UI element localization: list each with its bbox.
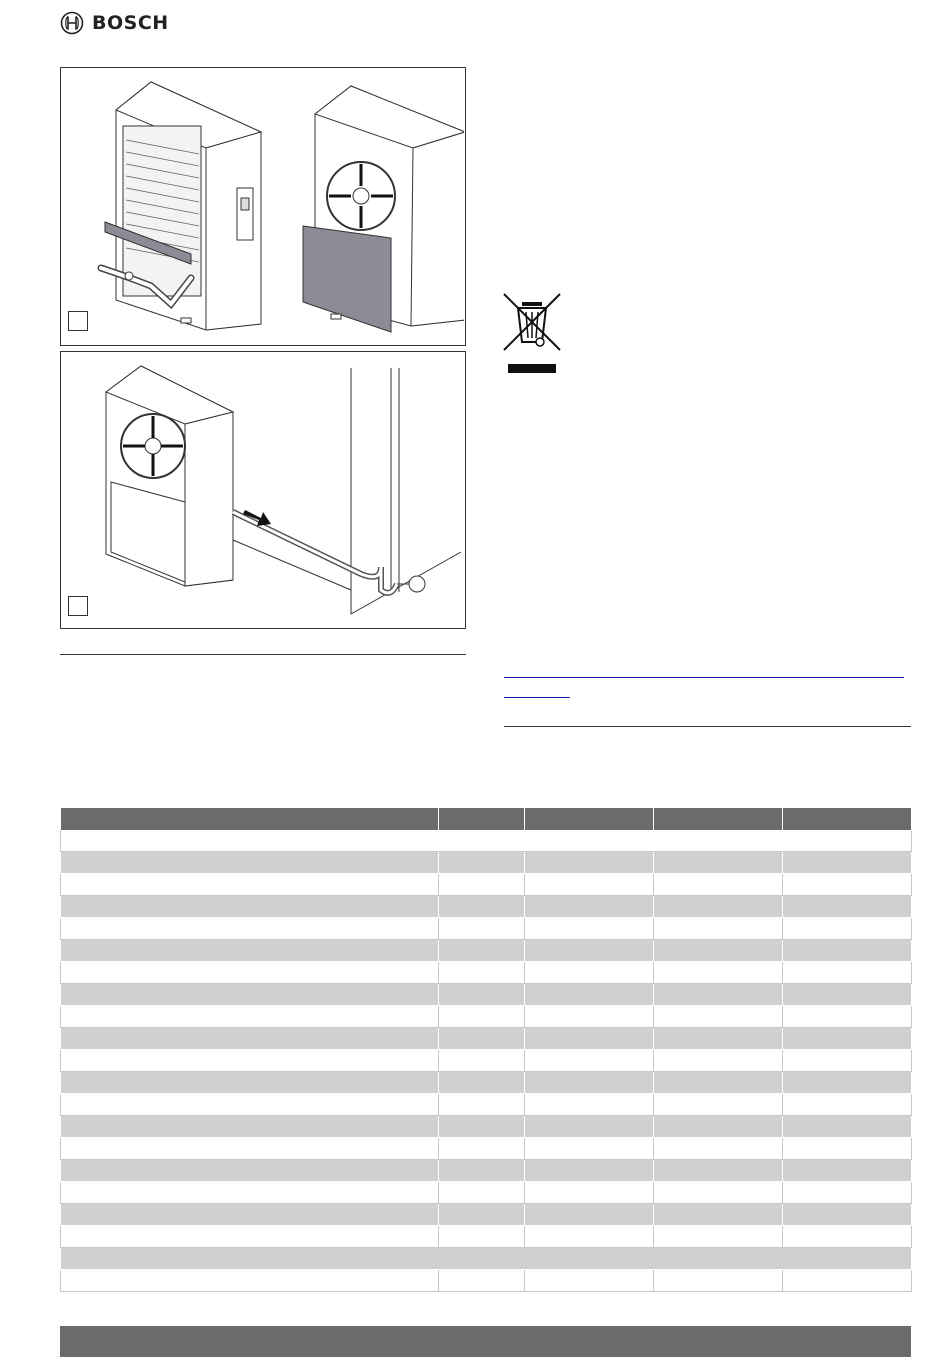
table-cell — [783, 1072, 912, 1094]
table-cell — [61, 874, 439, 896]
table-cell — [783, 962, 912, 984]
table-row — [61, 918, 912, 940]
table-cell — [61, 1094, 439, 1116]
table-cell — [439, 1182, 525, 1204]
table-cell — [783, 918, 912, 940]
section-divider — [504, 726, 911, 727]
table-row — [61, 874, 912, 896]
table-row — [61, 830, 912, 852]
table-cell — [439, 1072, 525, 1094]
recycling-symbol — [502, 292, 562, 376]
figure-number-box — [68, 311, 88, 331]
table-cell — [439, 1138, 525, 1160]
table-cell — [439, 1226, 525, 1248]
table-cell — [654, 1160, 783, 1182]
table-cell — [654, 962, 783, 984]
table-cell — [654, 1204, 783, 1226]
table-cell — [439, 1270, 525, 1292]
table-row — [61, 1160, 912, 1182]
table-cell — [61, 1248, 912, 1270]
table-cell — [61, 1028, 439, 1050]
figure-pipe-routing — [60, 351, 466, 629]
table-cell — [783, 1226, 912, 1248]
table-row — [61, 1182, 912, 1204]
table-cell — [439, 984, 525, 1006]
table-cell — [61, 962, 439, 984]
brand-name: BOSCH — [92, 12, 169, 34]
table-cell — [525, 1226, 654, 1248]
table-cell — [525, 984, 654, 1006]
table-header-row — [61, 808, 912, 830]
table-cell — [783, 940, 912, 962]
table-header-cell — [525, 808, 654, 830]
table-cell — [654, 852, 783, 874]
pipe-routing-illustration — [61, 352, 464, 627]
table-cell — [439, 962, 525, 984]
crossed-wheelie-bin-icon — [502, 292, 562, 376]
table-row — [61, 896, 912, 918]
figure-number-box — [68, 596, 88, 616]
table-cell — [783, 1028, 912, 1050]
table-cell — [525, 874, 654, 896]
table-cell — [525, 1028, 654, 1050]
table-cell — [61, 1182, 439, 1204]
table-header-cell — [654, 808, 783, 830]
hyperlink-underline[interactable] — [504, 677, 904, 678]
table-cell — [61, 1160, 439, 1182]
table-cell — [783, 852, 912, 874]
table-row — [61, 1226, 912, 1248]
table-cell — [61, 1226, 439, 1248]
table-row — [61, 1204, 912, 1226]
table-cell — [783, 1116, 912, 1138]
table-cell — [61, 852, 439, 874]
table-cell — [525, 1160, 654, 1182]
bosch-logo — [60, 11, 169, 35]
bosch-armature-icon — [60, 11, 84, 35]
table-row — [61, 962, 912, 984]
table-cell — [783, 896, 912, 918]
table-cell — [654, 1138, 783, 1160]
specifications-table — [60, 808, 912, 1292]
table-row — [61, 852, 912, 874]
table-cell — [439, 874, 525, 896]
table-cell — [525, 940, 654, 962]
table-cell — [783, 874, 912, 896]
table-cell — [61, 1270, 439, 1292]
table-cell — [654, 984, 783, 1006]
table-cell — [525, 1072, 654, 1094]
table-cell — [61, 918, 439, 940]
table-cell — [654, 1182, 783, 1204]
table-cell — [61, 1072, 439, 1094]
table-cell — [439, 1204, 525, 1226]
table-cell — [525, 1182, 654, 1204]
table-cell — [783, 1270, 912, 1292]
table-row — [61, 984, 912, 1006]
table-cell — [654, 1050, 783, 1072]
table-cell — [439, 1050, 525, 1072]
table-cell — [783, 1006, 912, 1028]
table-header-cell — [439, 808, 525, 830]
table-cell — [61, 1116, 439, 1138]
table-cell — [654, 918, 783, 940]
table-cell — [525, 1138, 654, 1160]
table-cell — [654, 1270, 783, 1292]
table-cell — [525, 1270, 654, 1292]
figure-panel-removal — [60, 67, 466, 346]
table-cell — [439, 1006, 525, 1028]
table-cell — [439, 940, 525, 962]
table-cell — [439, 852, 525, 874]
table-cell — [783, 1094, 912, 1116]
table-row — [61, 1248, 912, 1270]
table-cell — [61, 1138, 439, 1160]
table-cell — [439, 1116, 525, 1138]
table-cell — [654, 1028, 783, 1050]
table-row — [61, 1138, 912, 1160]
table-row — [61, 1006, 912, 1028]
section-divider — [60, 654, 466, 655]
table-row — [61, 1072, 912, 1094]
table-cell — [61, 940, 439, 962]
table-cell — [654, 1006, 783, 1028]
table-header-cell — [783, 808, 912, 830]
table-cell — [654, 1226, 783, 1248]
table-cell — [525, 1204, 654, 1226]
table-cell — [61, 984, 439, 1006]
table-cell — [61, 1204, 439, 1226]
heat-pump-illustration — [61, 68, 464, 344]
table-row — [61, 1094, 912, 1116]
table-cell — [783, 1182, 912, 1204]
table-cell — [61, 896, 439, 918]
table-cell — [525, 1116, 654, 1138]
table-cell — [525, 1094, 654, 1116]
table-cell — [525, 1006, 654, 1028]
table-cell — [654, 940, 783, 962]
table-cell — [525, 962, 654, 984]
table-row — [61, 1116, 912, 1138]
table-row — [61, 1028, 912, 1050]
table-cell — [654, 1116, 783, 1138]
table-cell — [439, 1160, 525, 1182]
table-cell — [525, 1050, 654, 1072]
table-row — [61, 940, 912, 962]
table-cell — [654, 896, 783, 918]
table-cell — [654, 874, 783, 896]
table-cell — [61, 1050, 439, 1072]
table-cell — [525, 918, 654, 940]
table-cell — [439, 1028, 525, 1050]
table-cell — [654, 1072, 783, 1094]
table-cell — [61, 1006, 439, 1028]
table-cell — [783, 984, 912, 1006]
table-cell — [525, 852, 654, 874]
table-cell — [783, 1204, 912, 1226]
footer-bar — [60, 1326, 911, 1357]
table-cell — [783, 1050, 912, 1072]
table-cell — [654, 1094, 783, 1116]
hyperlink-underline[interactable] — [504, 697, 570, 698]
table-cell — [783, 1160, 912, 1182]
table-cell — [61, 830, 912, 852]
table-cell — [439, 896, 525, 918]
table-cell — [439, 1094, 525, 1116]
table-row — [61, 1270, 912, 1292]
table-row — [61, 1050, 912, 1072]
table-cell — [525, 896, 654, 918]
table-cell — [439, 918, 525, 940]
table-cell — [783, 1138, 912, 1160]
table-header-cell — [61, 808, 439, 830]
